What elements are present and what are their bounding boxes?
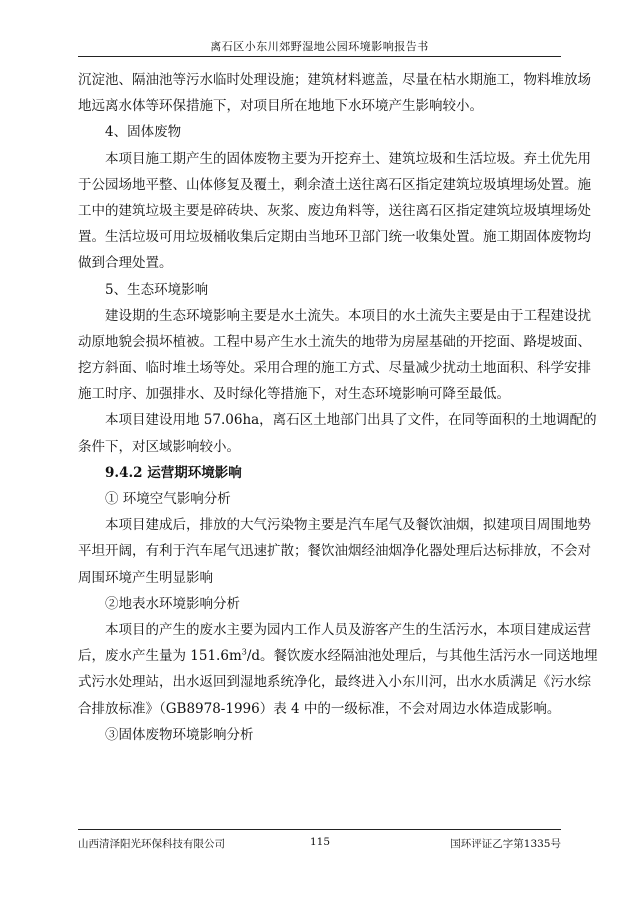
body-line: 工中的建筑垃圾主要是碎砖块、灰浆、废边角料等，送往离石区指定建筑垃圾填埋场处 [78,202,591,219]
body-line: 周围环境产生明显影响 [78,569,213,586]
body-line: 式污水处理站，出水返回到湿地系统净化，最终进入小东川河，出水水质满足《污水综 [78,674,591,691]
body-line: 本项目建设用地 57.06ha，离石区土地部门出具了文件，在同等面积的土地调配的 [105,412,597,429]
text-segment: 后，废水产生量为 151.6m [78,648,242,665]
body-line: 沉淀池、隔油池等污水临时处理设施；建筑材料遮盖，尽量在枯水期施工，物料堆放场 [78,72,591,88]
subsection-heading: 9.4.2 运营期环境影响 [105,464,242,481]
footer-divider [78,829,561,830]
subsection-title: ②地表水环境影响分析 [105,595,240,612]
subsection-title: ③固体废物环境影响分析 [105,726,254,743]
body-line: 本项目的产生的废水主要为园内工作人员及游客产生的生活污水，本项目建成运营 [105,621,591,638]
footer-certificate: 国环评证乙字第1335号 [450,838,561,850]
body-line: 平坦开阔，有利于汽车尾气迅速扩散；餐饮油烟经油烟净化器处理后达标排放，不会对 [78,543,591,560]
body-line: 条件下，对区域影响较小。 [78,438,240,455]
body-line: 施工时序、加强排水、及时绿化等措施下，对生态环境影响可降至最低。 [78,386,510,403]
body-line: 本项目施工期产生的固体废物主要为开挖弃土、建筑垃圾和生活垃圾。弃土优先用 [105,150,591,167]
page-number: 115 [309,836,331,848]
body-line: 地远离水体等环保措施下，对项目所在地地下水环境产生影响较小。 [78,98,483,115]
footer-company: 山西清泽阳光环保科技有限公司 [78,838,225,850]
body-line: 挖方斜面、临时堆土场等处。采用合理的施工方式、尽量减少扰动土地面积、科学安排 [78,360,591,377]
document-body [78,67,598,748]
subsection-title: ① 环境空气影响分析 [105,491,231,507]
body-line: 于公园场地平整、山体修复及覆土，剩余渣土送往离石区指定建筑垃圾填埋场处置。施 [78,176,591,193]
body-line: 置。生活垃圾可用垃圾桶收集后定期由当地环卫部门统一收集处置。施工期固体废物均 [78,229,591,246]
page-header: 离石区小东川郊野湿地公园环境影响报告书 [210,40,429,53]
body-line [78,643,598,669]
body-line: 动原地貌会损坏植被。工程中易产生水土流失的地带为房屋基础的开挖面、路堤坡面、 [78,333,591,350]
body-line: 本项目建成后，排放的大气污染物主要是汽车尾气及餐饮油烟，拟建项目周围地势 [105,517,591,534]
superscript: 3 [241,647,247,657]
section-heading: 4、固体废物 [105,124,182,141]
body-line: 做到合理处置。 [78,255,173,272]
body-line: 合排放标准》（GB8978-1996）表 4 中的一级标准，不会对周边水体造成影响。 [78,700,561,717]
section-heading: 5、生态环境影响 [105,281,209,298]
header-divider [78,56,561,57]
text-segment: /d。餐饮废水经隔油池处理后，与其他生活污水一同送地埋 [246,648,598,665]
body-line: 建设期的生态环境影响主要是水土流失。本项目的水土流失主要是由于工程建设扰 [105,307,591,324]
